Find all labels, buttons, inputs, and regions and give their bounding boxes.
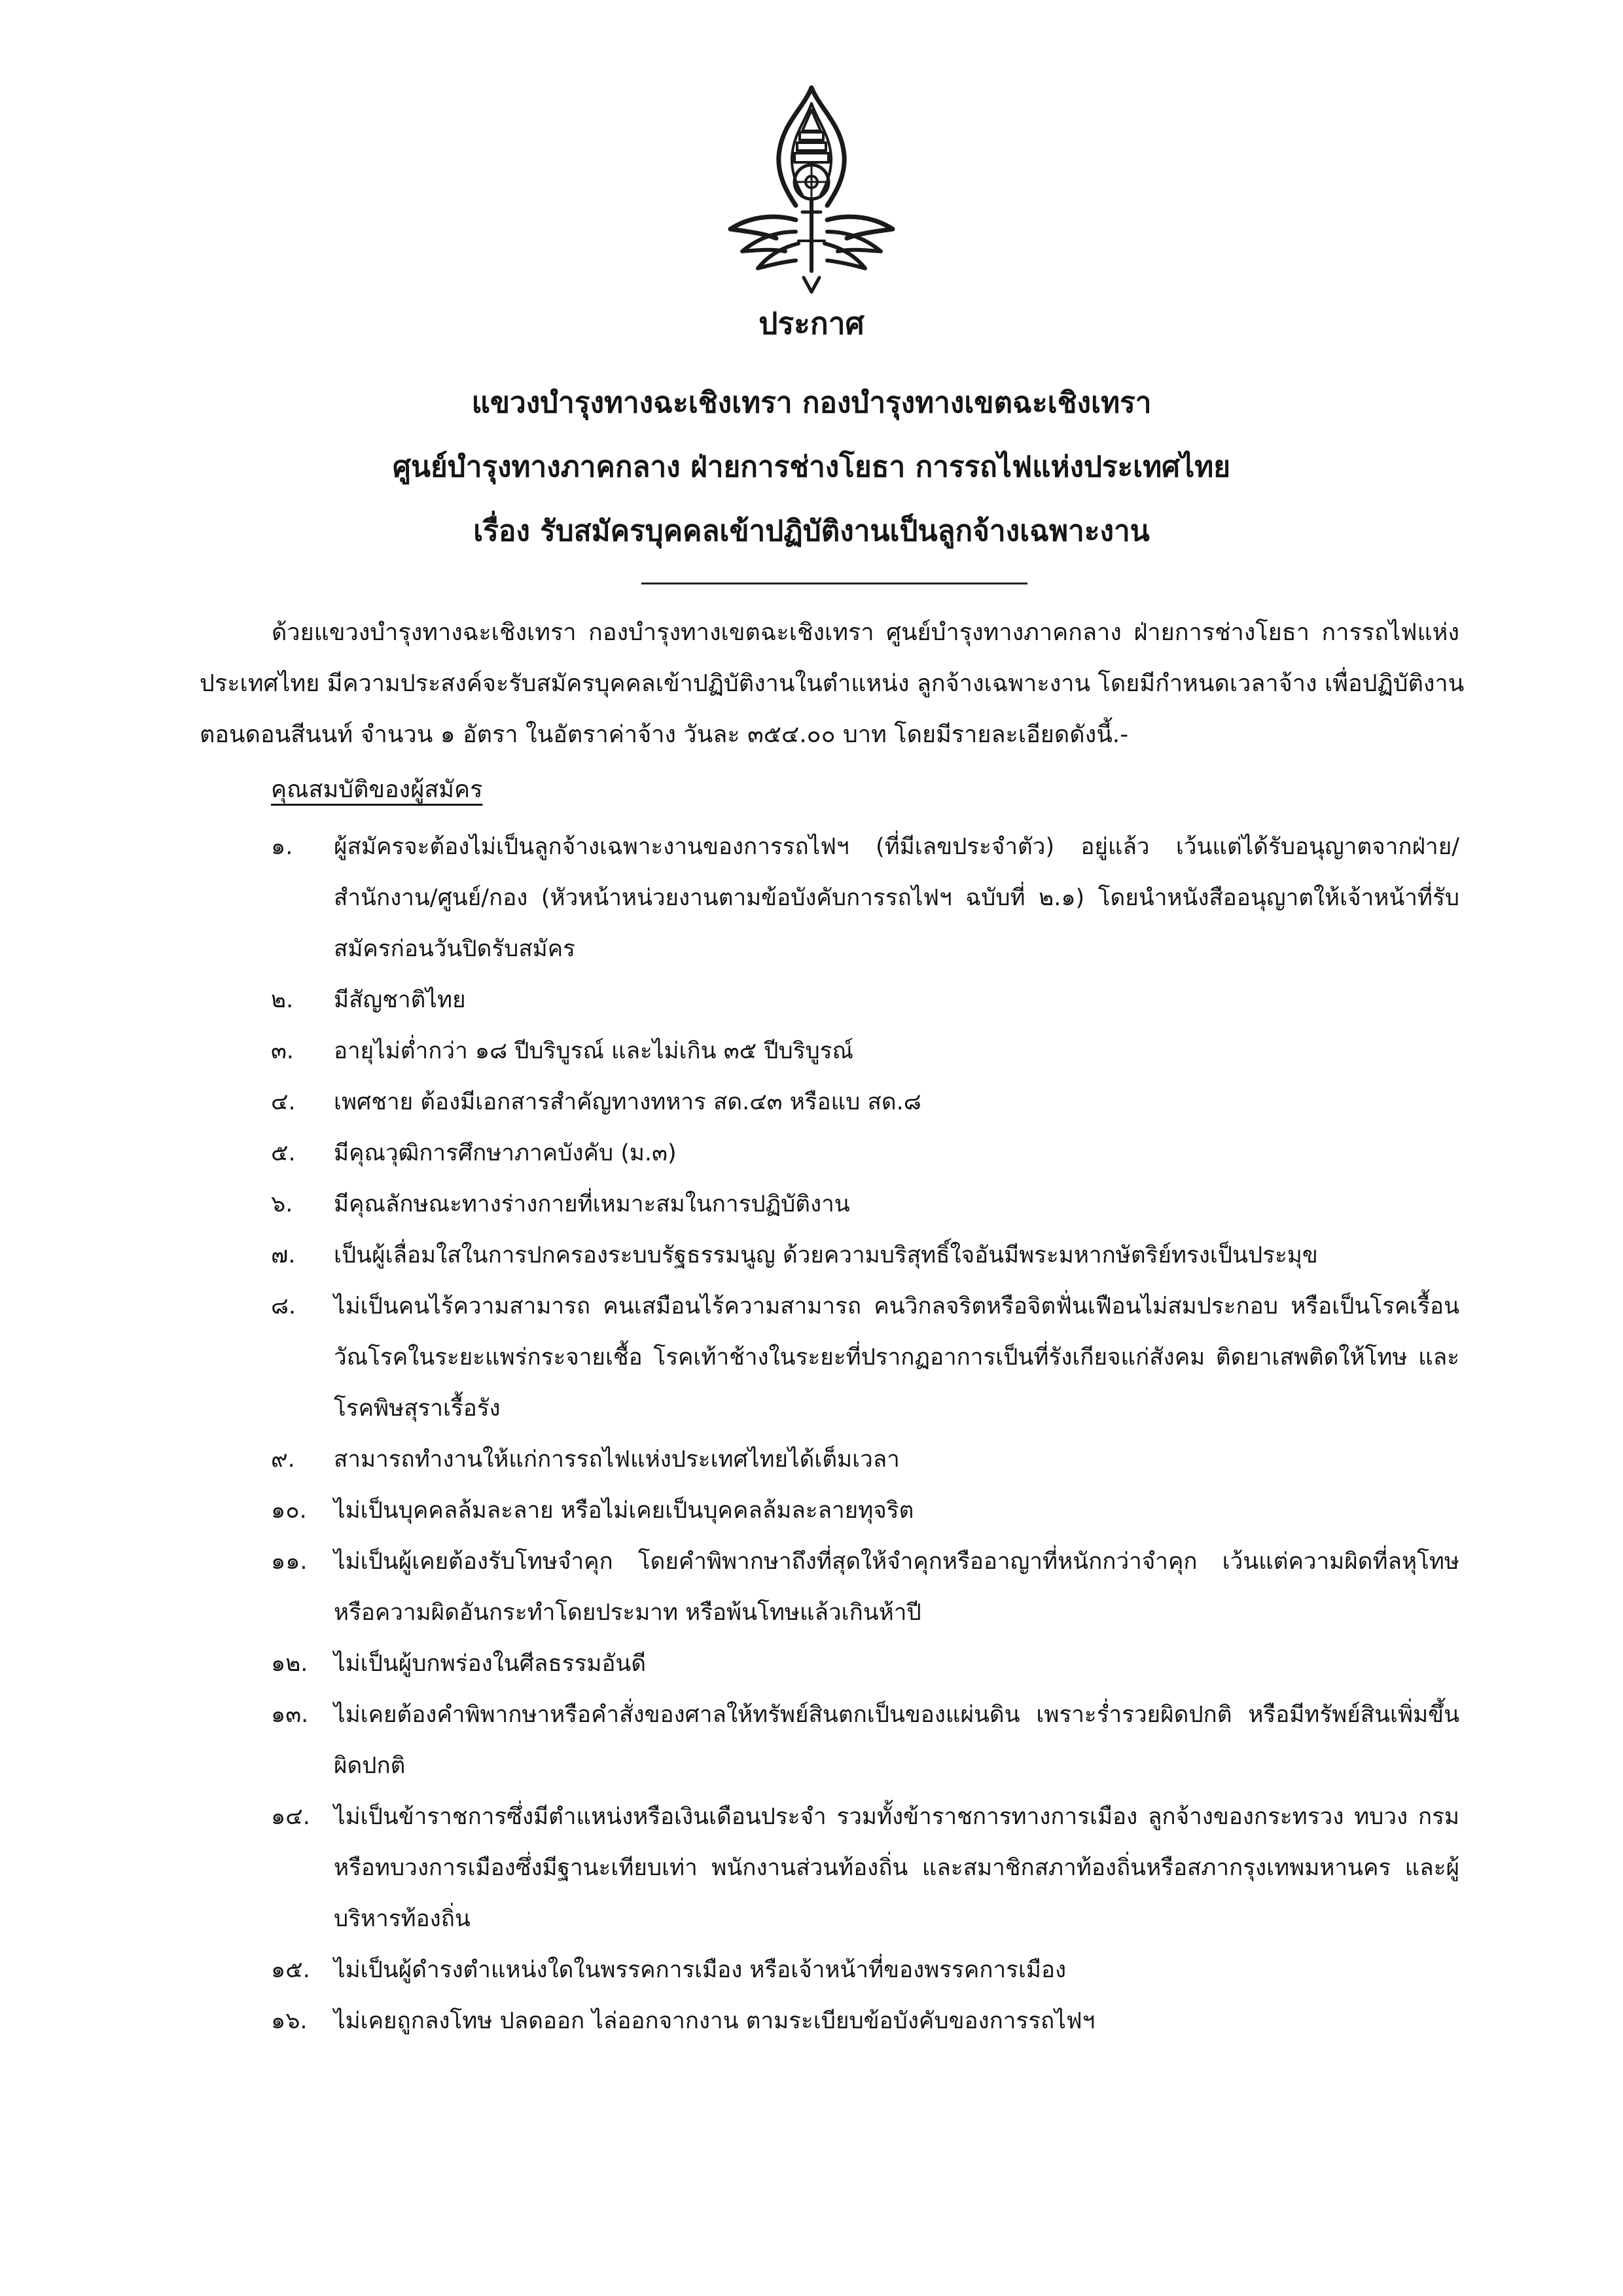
heading-subject-line: เรื่อง รับสมัครบุคคลเข้าปฏิบัติงานเป็นลูกจ้างเฉพาะงาน [473, 514, 1150, 548]
item-text: มีคุณวุฒิการศึกษาภาคบังคับ (ม.๓) [334, 1140, 677, 1166]
item-text: ไม่เป็นผู้ดำรงตำแหน่งใดในพรรคการเมือง หรือเจ้าหน้าที่ของพรรคการเมือง [334, 1957, 1067, 1983]
qualifications-heading: คุณสมบัติของผู้สมัคร [271, 776, 483, 803]
item-number: ๑. [271, 834, 293, 860]
item-number: ๓. [271, 1038, 294, 1064]
item-number: ๘. [271, 1293, 296, 1319]
item-text: ไม่เคยต้องคำพิพากษาหรือคำสั่งของศาลให้ทรัพย์สินตกเป็นของแผ่นดิน เพราะร่ำรวยผิดปกติ หรือมีทรัพย์สินเพิ่มขึ้นผิดปกติ [334, 1702, 1459, 1779]
item-text: ไม่เป็นคนไร้ความสามารถ คนเสมือนไร้ความสามารถ คนวิกลจริตหรือจิตฟั่นเฟือนไม่สมประกอบ หรือเป็นโรคเรื้อน วัณโรคในระยะแพร่กระจายเชื้อ โรคเท้าช้างในระยะที่ปรากฏอาการเป็นที่รังเกียจแก่สังคม ติดยาเสพติดให้โทษ และโรคพิษสุราเรื้อรัง [334, 1293, 1459, 1422]
item-number: ๖. [271, 1191, 293, 1217]
heading-organization-line: ศูนย์บำรุงทางภาคกลาง ฝ่ายการช่างโยธา การรถไฟแห่งประเทศไทย [392, 450, 1231, 484]
item-number: ๑๔. [271, 1804, 310, 1830]
item-number: ๔. [271, 1089, 296, 1115]
item-text: เป็นผู้เลื่อมใสในการปกครองระบบรัฐธรรมนูญ ด้วยความบริสุทธิ์ใจอันมีพระมหากษัตริย์ทรงเป็นประมุข [334, 1242, 1318, 1268]
item-number: ๒. [271, 987, 294, 1013]
item-text: ไม่เป็นผู้บกพร่องในศีลธรรมอันดี [334, 1651, 647, 1677]
item-number: ๙. [271, 1446, 295, 1473]
item-number: ๑๑. [271, 1549, 308, 1575]
item-text: ไม่เคยถูกลงโทษ ปลดออก ไล่ออกจากงาน ตามระเบียบข้อบังคับของการรถไฟฯ [334, 2008, 1096, 2034]
item-text: ไม่เป็นผู้เคยต้องรับโทษจำคุก โดยคำพิพากษาถึงที่สุดให้จำคุกหรืออาญาที่หนักกว่าจำคุก เว้นแต่ความผิดที่ลหุโทษ หรือความผิดอันกระทำโดยประมาท หรือพ้นโทษแล้วเกินห้าปี [334, 1549, 1459, 1626]
item-number: ๑๓. [271, 1702, 309, 1728]
item-number: ๑๐. [271, 1498, 307, 1524]
heading-office-line: แขวงบำรุงทางฉะเชิงเทรา กองบำรุงทางเขตฉะเชิงเทรา [471, 386, 1152, 420]
item-text: มีคุณลักษณะทางร่างกายที่เหมาะสมในการปฏิบัติงาน [334, 1191, 850, 1217]
item-text: ไม่เป็นบุคคลล้มละลาย หรือไม่เคยเป็นบุคคลล้มละลายทุจริต [334, 1498, 914, 1524]
page-title: ประกาศ [758, 306, 865, 341]
item-text: อายุไม่ต่ำกว่า ๑๘ ปีบริบูรณ์ และไม่เกิน ๓๕ ปีบริบูรณ์ [334, 1038, 853, 1064]
item-text: มีสัญชาติไทย [334, 987, 466, 1013]
item-number: ๗. [271, 1242, 296, 1268]
item-number: ๑๖. [271, 2008, 308, 2034]
intro-line-1: ด้วยแขวงบำรุงทางฉะเชิงเทรา กองบำรุงทางเขตฉะเชิงเทรา ศูนย์บำรุงทางภาคกลาง ฝ่ายการช่างโยธา การรถไฟแห่ง [272, 619, 1459, 646]
item-text: ผู้สมัครจะต้องไม่เป็นลูกจ้างเฉพาะงานของการรถไฟฯ (ที่มีเลขประจำตัว) อยู่แล้ว เว้นแต่ได้รับอนุญาตจากฝ่าย/สำนักงาน/ศูนย์/กอง (หัวหน้าหน่วยงานตามข้อบังคับการรถไฟฯ ฉบับที่ ๒.๑) โดยนำหนังสืออนุญาตให้เจ้าหน้าที่รับสมัครก่อนวันปิดรับสมัคร [334, 834, 1459, 962]
item-number: ๕. [271, 1140, 296, 1166]
item-text: เพศชาย ต้องมีเอกสารสำคัญทางทหาร สด.๔๓ หรือแบ สด.๘ [334, 1089, 921, 1115]
heading-divider [641, 583, 1027, 584]
item-text: สามารถทำงานให้แก่การรถไฟแห่งประเทศไทยได้เต็มเวลา [334, 1446, 900, 1473]
item-text: ไม่เป็นข้าราชการซึ่งมีตำแหน่งหรือเงินเดือนประจำ รวมทั้งข้าราชการทางการเมือง ลูกจ้างของกระทรวง ทบวง กรม หรือทบวงการเมืองซึ่งมีฐานะเทียบเท่า พนักงานส่วนท้องถิ่น และสมาชิกสภาท้องถิ่นหรือสภากรุงเทพมหานคร และผู้บริหารท้องถิ่น [334, 1804, 1459, 1932]
intro-line-3: ตอนดอนสีนนท์ จำนวน ๑ อัตรา ในอัตราค่าจ้าง วันละ ๓๕๔.๐๐ บาท โดยมีรายละเอียดดังนี้.- [200, 721, 1129, 748]
srt-winged-emblem-icon [725, 84, 898, 304]
intro-line-2: ประเทศไทย มีความประสงค์จะรับสมัครบุคคลเข้าปฏิบัติงานในตำแหน่ง ลูกจ้างเฉพาะงาน โดยมีกำหนดเวลาจ้าง เพื่อปฏิบัติงาน [200, 670, 1465, 697]
item-number: ๑๒. [271, 1651, 308, 1677]
item-number: ๑๕. [271, 1957, 310, 1983]
